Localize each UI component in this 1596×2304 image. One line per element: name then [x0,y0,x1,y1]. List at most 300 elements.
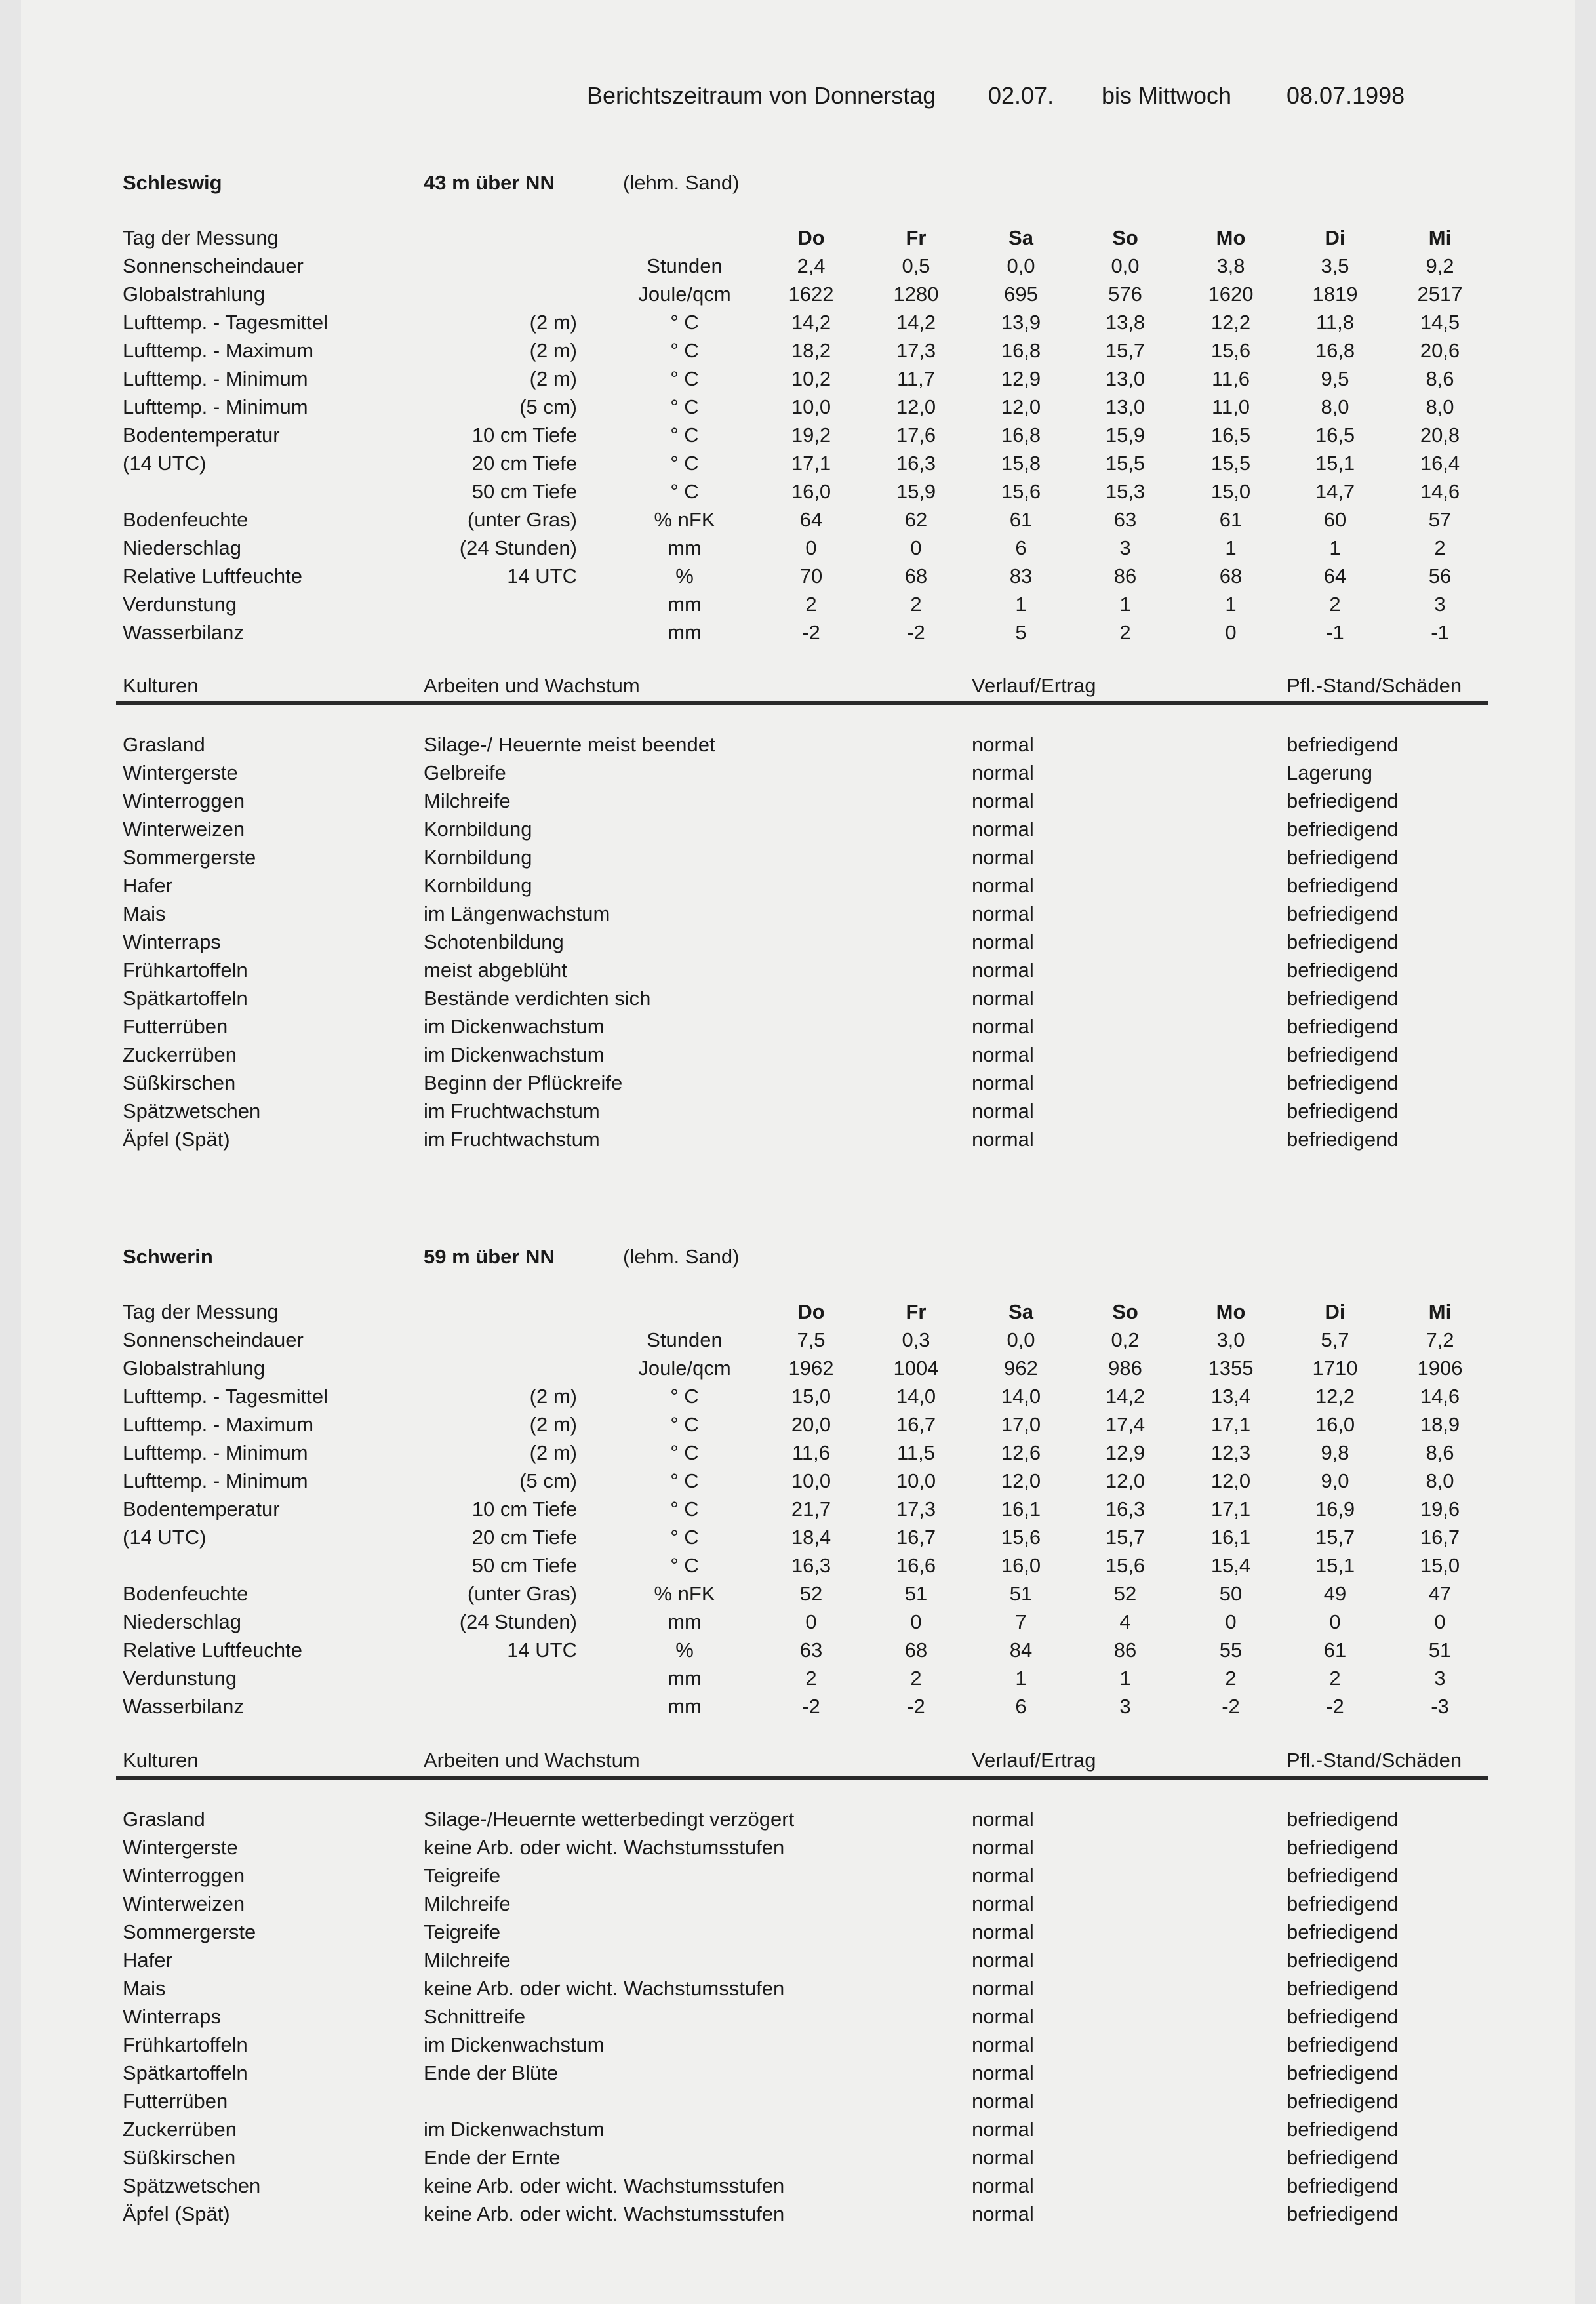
culture-name: Winterweizen [123,818,245,841]
table-cell: 7,2 [1426,1328,1454,1351]
table-cell: 0 [805,536,817,559]
cultures-header: Kulturen [123,1749,199,1772]
culture-name: Zuckerrüben [123,2118,237,2141]
row-label: Relative Luftfeuchte [123,1639,303,1661]
day-header: Sa [1008,226,1033,249]
table-cell: 11,5 [896,1441,936,1464]
table-cell: 10,2 [791,367,831,390]
table-cell: 5,7 [1321,1328,1349,1351]
culture-status: befriedigend [1287,1892,1399,1915]
table-cell: 16,9 [1315,1498,1355,1520]
row-label: Lufttemp. - Maximum [123,339,314,362]
table-cell: 3 [1119,536,1131,559]
table-cell: 0 [1225,1610,1237,1633]
row-label: Lufttemp. - Minimum [123,367,308,390]
table-cell: 16,0 [1315,1413,1355,1436]
table-cell: 3,8 [1216,254,1245,277]
table-cell: 2 [910,593,922,616]
table-cell: 16,3 [1105,1498,1146,1520]
table-cell: 55 [1219,1639,1243,1661]
culture-yield: normal [972,1015,1034,1038]
table-cell: 14,0 [896,1385,936,1408]
table-cell: 986 [1108,1357,1142,1380]
table-cell: 10,0 [791,395,831,418]
table-cell: 9,5 [1321,367,1349,390]
header-divider [116,701,1488,705]
table-cell: 16,3 [896,452,936,475]
culture-status: befriedigend [1287,930,1399,953]
table-cell: 2 [1329,593,1341,616]
row-label: Relative Luftfeuchte [123,565,303,587]
table-cell: 16,7 [896,1526,936,1549]
table-cell: 8,0 [1426,1469,1454,1492]
table-cell: 68 [1219,565,1243,587]
table-cell: 17,6 [896,424,936,447]
table-cell: 68 [904,565,928,587]
row-spec: (unter Gras) [467,508,577,531]
table-cell: 16,0 [791,480,831,503]
table-cell: 962 [1004,1357,1038,1380]
table-cell: 61 [1219,508,1243,531]
table-cell: 1710 [1312,1357,1358,1380]
table-cell: 16,1 [1001,1498,1041,1520]
row-spec: (2 m) [529,1385,577,1408]
culture-name: Mais [123,902,166,925]
table-cell: 16,8 [1315,339,1355,362]
table-cell: 3 [1434,593,1446,616]
row-spec: (2 m) [529,1413,577,1436]
table-cell: 13,0 [1105,367,1146,390]
table-cell: 11,6 [1211,367,1250,390]
table-cell: -2 [1222,1695,1240,1718]
culture-name: Frühkartoffeln [123,959,248,982]
row-unit: ° C [670,1554,699,1577]
culture-yield: normal [972,1808,1034,1831]
row-unit: ° C [670,1498,699,1520]
report-from-date: 02.07. [988,82,1054,109]
table-cell: 2,4 [797,254,826,277]
culture-yield: normal [972,1071,1034,1094]
table-cell: 9,2 [1426,254,1454,277]
table-cell: 2517 [1417,283,1463,306]
culture-yield: normal [972,1977,1034,2000]
table-cell: 20,0 [791,1413,831,1436]
day-header: Mi [1428,1300,1452,1323]
table-cell: 47 [1428,1582,1452,1605]
culture-name: Grasland [123,733,205,756]
table-cell: 8,0 [1321,395,1349,418]
day-header: Fr [906,1300,927,1323]
report-to-date: 08.07.1998 [1287,82,1405,109]
culture-yield: normal [972,846,1034,869]
table-cell: 50 [1219,1582,1243,1605]
row-label: Lufttemp. - Tagesmittel [123,311,329,334]
table-cell: 70 [799,565,823,587]
row-spec: 20 cm Tiefe [471,452,577,475]
row-unit: Stunden [647,254,723,277]
culture-yield: normal [972,2090,1034,2113]
culture-name: Futterrüben [123,1015,228,1038]
table-cell: 15,1 [1315,1554,1355,1577]
table-cell: 15,5 [1210,452,1251,475]
table-cell: 1962 [788,1357,834,1380]
table-cell: 15,6 [1105,1554,1146,1577]
table-cell: 15,4 [1210,1554,1251,1577]
table-cell: 6 [1015,1695,1027,1718]
row-unit: % nFK [654,508,715,531]
row-unit: mm [668,1667,702,1690]
table-cell: -1 [1326,621,1344,644]
culture-work: Teigreife [424,1920,501,1943]
table-cell: 15,9 [1105,424,1146,447]
table-cell: 63 [799,1639,823,1661]
table-cell: 1620 [1208,283,1254,306]
table-cell: 16,3 [791,1554,831,1577]
culture-status: befriedigend [1287,2005,1399,2028]
row-spec: 50 cm Tiefe [471,480,577,503]
table-cell: 17,3 [896,339,936,362]
day-header: Mo [1216,1300,1246,1323]
table-cell: 0 [805,1610,817,1633]
culture-name: Futterrüben [123,2090,228,2113]
table-cell: 8,6 [1426,367,1454,390]
table-cell: 49 [1323,1582,1347,1605]
row-unit: mm [668,621,702,644]
table-cell: 1906 [1417,1357,1463,1380]
table-cell: 52 [1113,1582,1137,1605]
row-label: Sonnenscheindauer [123,1328,304,1351]
table-cell: 86 [1113,1639,1137,1661]
table-cell: 13,8 [1105,311,1146,334]
table-cell: 64 [799,508,823,531]
day-header: So [1112,1300,1138,1323]
table-cell: 3 [1434,1667,1446,1690]
table-cell: 15,8 [1001,452,1041,475]
work-header: Arbeiten und Wachstum [424,674,640,697]
row-label: (14 UTC) [123,1526,207,1549]
table-cell: 15,7 [1105,339,1146,362]
culture-name: Winterroggen [123,789,245,812]
culture-status: befriedigend [1287,2146,1399,2169]
culture-yield: normal [972,902,1034,925]
table-cell: 1 [1225,536,1237,559]
table-cell: 15,6 [1210,339,1251,362]
table-cell: 576 [1108,283,1142,306]
table-cell: 16,7 [896,1413,936,1436]
table-cell: 15,3 [1105,480,1146,503]
row-unit: mm [668,1695,702,1718]
table-cell: 9,8 [1321,1441,1349,1464]
table-cell: 20,6 [1420,339,1460,362]
row-label: Globalstrahlung [123,283,266,306]
table-cell: 51 [1428,1639,1452,1661]
table-cell: 16,8 [1001,424,1041,447]
culture-name: Zuckerrüben [123,1043,237,1066]
row-spec: (2 m) [529,311,577,334]
table-cell: 5 [1015,621,1027,644]
culture-yield: normal [972,2202,1034,2225]
table-cell: 61 [1009,508,1033,531]
culture-work: Schnittreife [424,2005,526,2028]
table-cell: 12,3 [1210,1441,1251,1464]
table-cell: 8,0 [1426,395,1454,418]
row-unit: ° C [670,452,699,475]
table-cell: 12,9 [1105,1441,1146,1464]
table-cell: -2 [802,1695,820,1718]
culture-name: Hafer [123,1949,172,1972]
culture-name: Sommergerste [123,846,256,869]
culture-work: keine Arb. oder wicht. Wachstumsstufen [424,2202,785,2225]
culture-status: befriedigend [1287,874,1399,897]
table-cell: 18,9 [1420,1413,1460,1436]
row-spec: (2 m) [529,339,577,362]
row-spec: 20 cm Tiefe [471,1526,577,1549]
culture-work: Beginn der Pflückreife [424,1071,623,1094]
table-cell: -2 [802,621,820,644]
culture-name: Grasland [123,1808,205,1831]
row-label: Lufttemp. - Minimum [123,395,308,418]
culture-name: Sommergerste [123,1920,256,1943]
row-unit: mm [668,536,702,559]
culture-status: befriedigend [1287,733,1399,756]
table-cell: 12,0 [1001,395,1041,418]
table-cell: 8,6 [1426,1441,1454,1464]
table-cell: 1 [1329,536,1341,559]
table-cell: 12,0 [896,395,936,418]
table-cell: 16,4 [1420,452,1460,475]
culture-work: im Fruchtwachstum [424,1128,600,1151]
table-cell: 11,0 [1211,395,1250,418]
table-cell: 17,3 [896,1498,936,1520]
row-unit: ° C [670,1469,699,1492]
row-spec: (5 cm) [519,1469,577,1492]
table-cell: 52 [799,1582,823,1605]
report-period-middle: bis Mittwoch [1102,82,1232,109]
culture-name: Winterroggen [123,1864,245,1887]
row-spec: (2 m) [529,367,577,390]
culture-name: Winterraps [123,2005,221,2028]
table-cell: 68 [904,1639,928,1661]
culture-name: Äpfel (Spät) [123,1128,230,1151]
row-unit: mm [668,593,702,616]
culture-yield: normal [972,1920,1034,1943]
station-elevation: 43 m über NN [424,171,555,194]
culture-name: Wintergerste [123,1836,238,1859]
table-cell: 51 [904,1582,928,1605]
culture-yield: normal [972,987,1034,1010]
header-divider [116,1776,1488,1780]
table-cell: 16,8 [1001,339,1041,362]
culture-work: Kornbildung [424,818,532,841]
row-label: Lufttemp. - Minimum [123,1469,308,1492]
culture-name: Winterraps [123,930,221,953]
table-cell: -2 [907,621,925,644]
culture-status: befriedigend [1287,1949,1399,1972]
table-cell: -2 [907,1695,925,1718]
table-cell: 0,0 [1007,1328,1035,1351]
row-label: Bodenfeuchte [123,508,249,531]
table-cell: 4 [1119,1610,1131,1633]
day-header: Di [1325,226,1346,249]
culture-work: Kornbildung [424,846,532,869]
row-unit: ° C [670,311,699,334]
day-label: Tag der Messung [123,1300,279,1323]
day-header: Sa [1008,1300,1033,1323]
table-cell: 56 [1428,565,1452,587]
table-cell: 2 [1225,1667,1237,1690]
culture-yield: normal [972,959,1034,982]
table-cell: 0,3 [902,1328,930,1351]
row-spec: 10 cm Tiefe [471,1498,577,1520]
table-cell: 16,5 [1210,424,1251,447]
culture-work: Kornbildung [424,874,532,897]
table-cell: 19,2 [791,424,831,447]
table-cell: 61 [1323,1639,1347,1661]
table-cell: 0 [1434,1610,1446,1633]
table-cell: 2 [1434,536,1446,559]
table-cell: 1355 [1208,1357,1254,1380]
table-cell: 83 [1009,565,1033,587]
table-cell: 14,2 [1105,1385,1146,1408]
table-cell: 15,6 [1001,1526,1041,1549]
day-header: Mi [1428,226,1452,249]
table-cell: 10,0 [896,1469,936,1492]
culture-name: Spätzwetschen [123,1100,261,1122]
station-soil: (lehm. Sand) [623,1245,740,1268]
row-unit: ° C [670,424,699,447]
table-cell: 695 [1004,283,1038,306]
row-unit: ° C [670,1441,699,1464]
culture-status: befriedigend [1287,1128,1399,1151]
table-cell: 17,1 [791,452,831,475]
table-cell: 17,1 [1210,1498,1251,1520]
table-cell: 60 [1323,508,1347,531]
culture-yield: normal [972,789,1034,812]
table-cell: 0,0 [1111,254,1140,277]
table-cell: -1 [1431,621,1449,644]
table-cell: 84 [1009,1639,1033,1661]
culture-yield: normal [972,874,1034,897]
row-unit: % [675,565,694,587]
culture-yield: normal [972,1043,1034,1066]
culture-name: Äpfel (Spät) [123,2202,230,2225]
row-label: Verdunstung [123,593,237,616]
table-cell: 12,0 [1210,1469,1251,1492]
culture-status: befriedigend [1287,959,1399,982]
row-spec: 50 cm Tiefe [471,1554,577,1577]
culture-work: Milchreife [424,1892,511,1915]
culture-status: befriedigend [1287,1015,1399,1038]
row-spec: (unter Gras) [467,1582,577,1605]
table-cell: 1622 [788,283,834,306]
culture-status: befriedigend [1287,818,1399,841]
culture-work: im Fruchtwachstum [424,1100,600,1122]
table-cell: 0 [910,536,922,559]
table-cell: 2 [1329,1667,1341,1690]
table-cell: 0 [1225,621,1237,644]
culture-yield: normal [972,761,1034,784]
culture-status: befriedigend [1287,1808,1399,1831]
table-cell: 1 [1225,593,1237,616]
table-cell: 11,7 [896,367,936,390]
table-cell: 14,2 [896,311,936,334]
culture-status: Lagerung [1287,761,1373,784]
table-cell: 51 [1009,1582,1033,1605]
table-cell: 2 [1119,621,1131,644]
table-cell: 14,6 [1420,1385,1460,1408]
row-unit: ° C [670,1385,699,1408]
culture-yield: normal [972,1864,1034,1887]
table-cell: 14,0 [1001,1385,1041,1408]
row-spec: 14 UTC [507,1639,577,1661]
row-label: Bodentemperatur [123,1498,280,1520]
table-cell: 15,1 [1315,452,1355,475]
table-cell: 18,2 [791,339,831,362]
culture-name: Wintergerste [123,761,238,784]
table-cell: 3,5 [1321,254,1349,277]
culture-status: befriedigend [1287,902,1399,925]
row-unit: ° C [670,1413,699,1436]
table-cell: 16,1 [1210,1526,1251,1549]
culture-name: Spätkartoffeln [123,987,248,1010]
day-header: Fr [906,226,927,249]
culture-yield: normal [972,930,1034,953]
table-cell: 14,7 [1315,480,1355,503]
culture-work: Ende der Ernte [424,2146,561,2169]
table-cell: 15,0 [1210,480,1251,503]
table-cell: 20,8 [1420,424,1460,447]
table-cell: 17,1 [1210,1413,1251,1436]
table-cell: 12,2 [1210,311,1251,334]
culture-work: im Längenwachstum [424,902,610,925]
station-elevation: 59 m über NN [424,1245,555,1268]
day-header: Di [1325,1300,1346,1323]
table-cell: 1 [1015,593,1027,616]
culture-yield: normal [972,2118,1034,2141]
day-header: Do [797,226,825,249]
row-spec: (2 m) [529,1441,577,1464]
table-cell: 15,0 [791,1385,831,1408]
table-cell: 86 [1113,565,1137,587]
day-header: Do [797,1300,825,1323]
culture-status: befriedigend [1287,1977,1399,2000]
culture-work: im Dickenwachstum [424,1043,605,1066]
table-cell: 14,5 [1420,311,1460,334]
table-cell: 16,0 [1001,1554,1041,1577]
culture-name: Süßkirschen [123,2146,236,2169]
table-cell: 15,7 [1315,1526,1355,1549]
row-spec: 14 UTC [507,565,577,587]
table-cell: 6 [1015,536,1027,559]
culture-work: Milchreife [424,1949,511,1972]
row-unit: % nFK [654,1582,715,1605]
row-unit: ° C [670,339,699,362]
table-cell: 2 [805,593,817,616]
table-cell: 1 [1119,593,1131,616]
culture-status: befriedigend [1287,1071,1399,1094]
day-label: Tag der Messung [123,226,279,249]
row-label: (14 UTC) [123,452,207,475]
culture-yield: normal [972,2174,1034,2197]
table-cell: 11,6 [791,1441,831,1464]
culture-yield: normal [972,733,1034,756]
table-cell: 1 [1119,1667,1131,1690]
culture-work: Teigreife [424,1864,501,1887]
table-cell: 3 [1119,1695,1131,1718]
row-unit: ° C [670,480,699,503]
culture-yield: normal [972,1892,1034,1915]
table-cell: 1819 [1312,283,1358,306]
